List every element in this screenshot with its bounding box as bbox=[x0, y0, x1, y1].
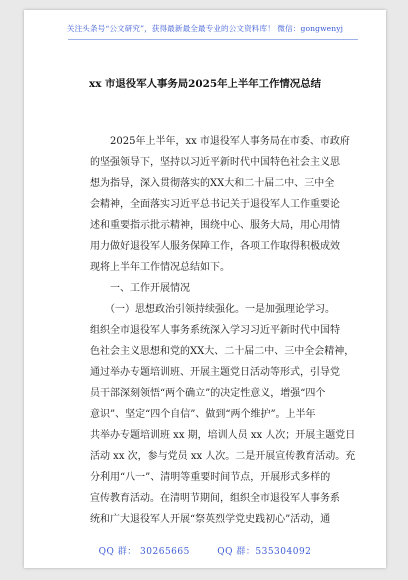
body-line: 述和重要指示批示精神，围绕中心、服务大局，用心用情 bbox=[90, 220, 340, 231]
document-body bbox=[90, 131, 358, 530]
body-line: 分利用“八一”、清明等重要时间节点，开展形式多样的 bbox=[90, 472, 331, 483]
banner-divider bbox=[68, 39, 358, 40]
body-line: 会精神，全面落实习近平总书记关于退役军人工作重要论 bbox=[90, 199, 340, 210]
body-line: 统和广大退役军人开展“祭英烈学党史践初心”活动，通 bbox=[90, 514, 331, 525]
section-heading: 一、工作开展情况 bbox=[90, 283, 190, 294]
document-page bbox=[24, 10, 386, 568]
body-line: 想为指导，深入贯彻落实的XX大和二十届二中、三中全 bbox=[90, 178, 335, 189]
body-line: 通过举办专题培训班、开展主题党日活动等形式，引导党 bbox=[90, 367, 340, 378]
body-line: 2025年上半年，xx 市退役军人事务局在市委、市政府 bbox=[90, 136, 350, 147]
body-line: 员干部深刻领悟“两个确立”的决定性意义，增强“四个 bbox=[90, 388, 326, 399]
body-line: 意识”、坚定“四个自信”、做到“两个维护”。上半年 bbox=[90, 409, 316, 420]
body-line: 的坚强领导下，坚持以习近平新时代中国特色社会主义思 bbox=[90, 157, 340, 168]
body-line: 共举办专题培训班 xx 期，培训人员 xx 人次；开展主题党日 bbox=[90, 430, 356, 441]
body-line: 组织全市退役军人事务系统深入学习习近平新时代中国特 bbox=[90, 325, 340, 336]
contact-footer bbox=[24, 544, 386, 557]
body-line: 宣传教育活动。在清明节期间，组织全市退役军人事务系 bbox=[90, 493, 340, 504]
qq-group-2: QQ 群：535304092 bbox=[217, 547, 312, 557]
promo-banner: 关注头条号“公文研究”，获得最新最全最专业的公文资料库！ 微信：gongwenyj bbox=[66, 24, 344, 33]
body-line: 用力做好退役军人服务保障工作，各项工作取得积极成效 bbox=[90, 241, 340, 252]
body-line: 现将上半年工作情况总结如下。 bbox=[90, 262, 230, 273]
document-title: xx 市退役军人事务局2025年上半年工作情况总结 bbox=[89, 78, 321, 90]
body-line: 活动 xx 次，参与党员 xx 人次。二是开展宣传教育活动。充 bbox=[90, 451, 356, 462]
qq-group-1: QQ 群： 30265665 bbox=[98, 547, 190, 557]
body-line: 色社会主义思想和党的XX大、二十届二中、三中全会精神， bbox=[90, 346, 355, 357]
body-line: （一）思想政治引领持续强化。一是加强理论学习。 bbox=[90, 304, 335, 315]
